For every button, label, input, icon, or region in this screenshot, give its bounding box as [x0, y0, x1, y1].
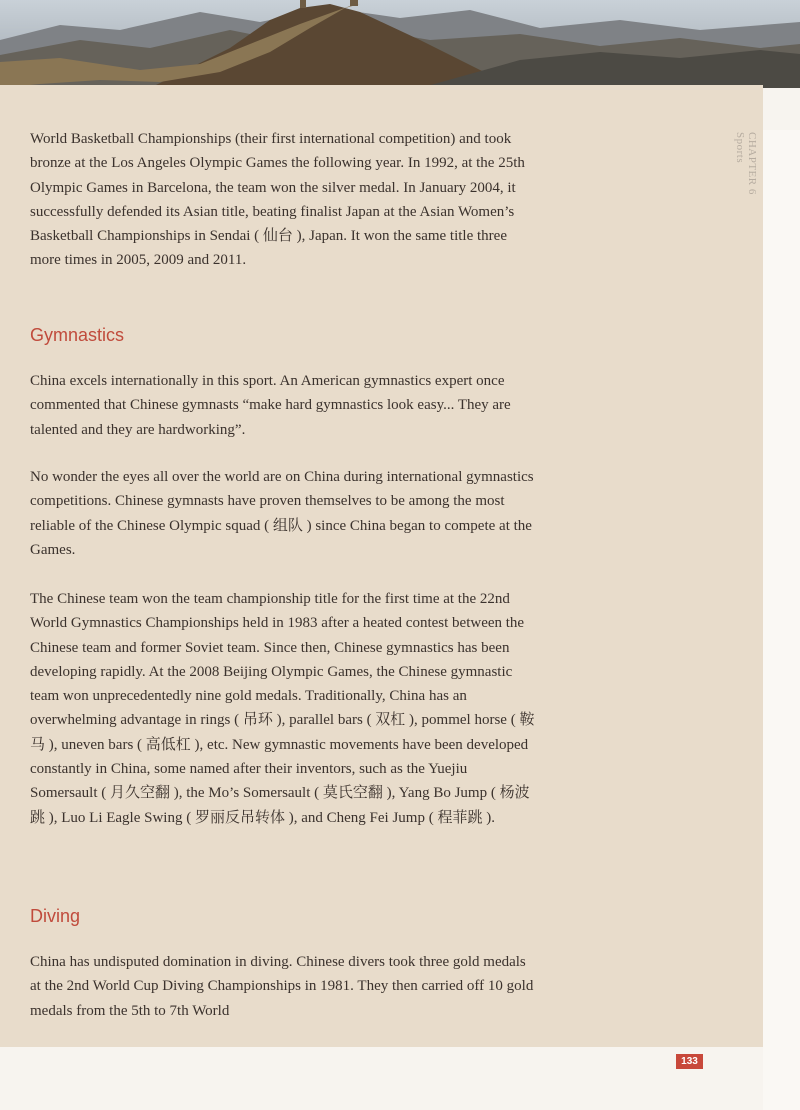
paragraph-gymnastics-2: No wonder the eyes all over the world are on China during international gymnastics competitions. Chinese gymnasts have proven themselves to be among the most reliable of the Chinese Olympic squad ( 组队 ) since China began to compete at the Games. [30, 469, 534, 558]
header-photo-great-wall [0, 0, 800, 88]
paragraph-basketball-continued: World Basketball Championships (their first international competition) and took bronze at the Los Angeles Olympic Games the following year. In 1992, at the 25th Olympic Games in Barcelona, the team won the silver medal. In January 2004, it successfully defended its Asian title, beating finalist Japan at the Asian Women’s Basketball Championships in Sendai ( 仙台 ), Japan. It won the same title three more times in 2005, 2009 and 2011. [30, 131, 525, 269]
section-heading-gymnastics: Gymnastics [30, 325, 125, 345]
paragraph-gymnastics-3: The Chinese team won the team championship title for the first time at the 22nd World Gymnastics Championships held in 1983 after a heated contest between the Chinese team and former Soviet team. Since then, Chinese gymnastics has been developing rapidly. At the 2008 Beijing Olympic Games, the Chinese gymnastic team won unprecedentedly nine gold medals. Traditionally, China has an overwhelming advantage in rings ( 吊环 ), parallel bars ( 双杠 ), pommel horse ( 鞍马 ), uneven bars ( 高低杠 ), etc. New gymnastic movements have been developed constantly in China, some named after their inventors, such as the Yuejiu Somersault ( 月久空翻 ), the Mo’s Somersault ( 莫氏空翻 ), Yang Bo Jump ( 杨波跳 ), Luo Li Eagle Swing ( 罗丽反吊转体 ), and Cheng Fei Jump ( 程菲跳 ). [30, 591, 535, 826]
chapter-number-label: CHAPTER 6 [746, 132, 758, 195]
paragraph-diving: China has undisputed domination in diving. Chinese divers took three gold medals at the 2nd World Cup Diving Championships in 1981. They then carried off 10 gold medals from the 5th to 7th World [30, 954, 534, 1019]
page-number-badge: 133 [676, 1054, 703, 1069]
chapter-sidebar-label [724, 130, 764, 230]
great-wall-landscape-image [0, 0, 800, 88]
page-edge [763, 130, 800, 1110]
paragraph-gymnastics-1: China excels internationally in this sport. An American gymnastics expert once commented that Chinese gymnasts “make hard gymnastics look easy... They are talented and they are hardworking”. [30, 373, 511, 438]
section-heading-diving: Diving [30, 906, 81, 926]
chapter-title-label: Sports [734, 132, 746, 164]
